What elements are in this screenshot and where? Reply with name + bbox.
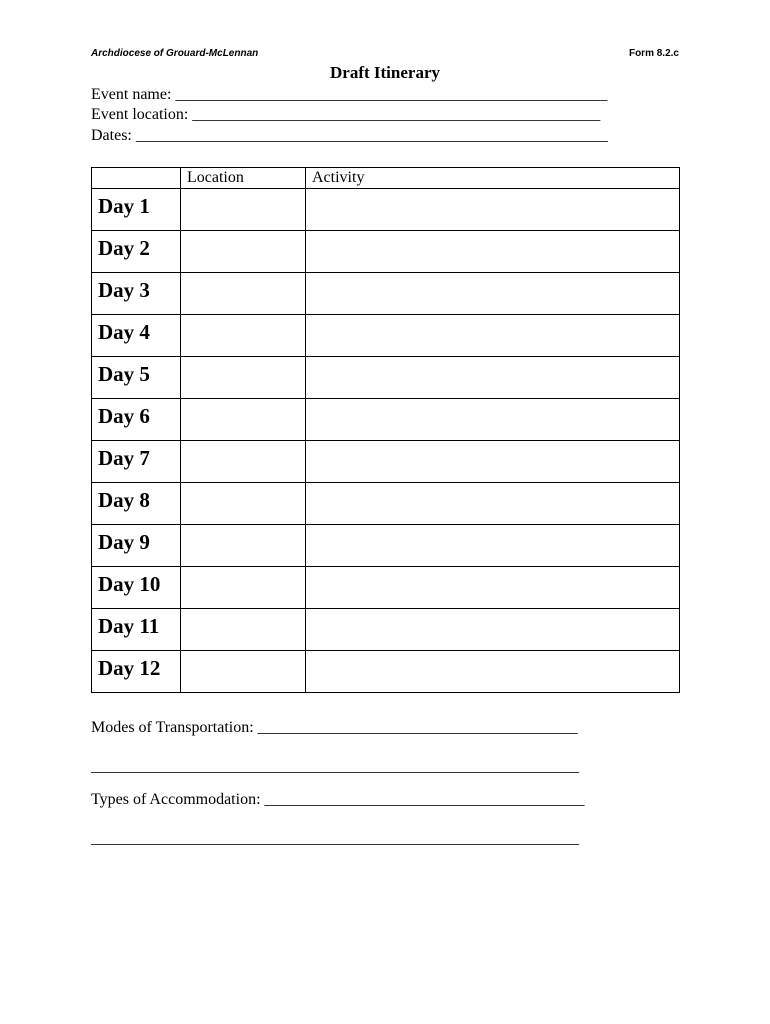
day-label: Day 4 bbox=[92, 315, 181, 357]
activity-cell[interactable] bbox=[306, 273, 680, 315]
table-row bbox=[92, 567, 680, 609]
day-label: Day 11 bbox=[92, 609, 181, 651]
activity-cell[interactable] bbox=[306, 525, 680, 567]
location-cell[interactable] bbox=[181, 273, 306, 315]
location-cell[interactable] bbox=[181, 483, 306, 525]
accommodation-field[interactable]: Types of Accommodation: ________________________________________ bbox=[91, 791, 585, 808]
activity-cell[interactable] bbox=[306, 651, 680, 693]
location-cell[interactable] bbox=[181, 525, 306, 567]
day-label: Day 7 bbox=[92, 441, 181, 483]
day-label: Day 9 bbox=[92, 525, 181, 567]
form-number: Form 8.2.c bbox=[628, 48, 679, 59]
activity-cell[interactable] bbox=[306, 315, 680, 357]
location-cell[interactable] bbox=[181, 609, 306, 651]
location-cell[interactable] bbox=[181, 315, 306, 357]
location-cell[interactable] bbox=[181, 399, 306, 441]
table-row bbox=[92, 525, 680, 567]
day-label: Day 10 bbox=[92, 567, 181, 609]
header-cell-location: Location bbox=[181, 168, 306, 189]
transportation-blank-line[interactable]: _____________________________________________________________ bbox=[91, 758, 579, 775]
page-header bbox=[91, 48, 679, 59]
page-title: Draft Itinerary bbox=[330, 63, 440, 82]
organization-name: Archdiocese of Grouard-McLennan bbox=[91, 48, 259, 59]
table-row bbox=[92, 609, 680, 651]
accommodation-blank-line[interactable]: _____________________________________________________________ bbox=[91, 830, 579, 847]
activity-cell[interactable] bbox=[306, 189, 680, 231]
activity-cell[interactable] bbox=[306, 357, 680, 399]
activity-cell[interactable] bbox=[306, 483, 680, 525]
transportation-field[interactable]: Modes of Transportation: ________________________________________ bbox=[91, 719, 578, 736]
table-row bbox=[92, 399, 680, 441]
table-row bbox=[92, 483, 680, 525]
table-header-row bbox=[92, 168, 680, 189]
activity-cell[interactable] bbox=[306, 231, 680, 273]
day-label: Day 6 bbox=[92, 399, 181, 441]
table-row bbox=[92, 441, 680, 483]
itinerary-table bbox=[91, 167, 680, 693]
dates-field[interactable]: Dates: ___________________________________________________________ bbox=[91, 127, 608, 144]
table-row bbox=[92, 231, 680, 273]
header-cell-blank bbox=[92, 168, 181, 189]
activity-cell[interactable] bbox=[306, 441, 680, 483]
activity-cell[interactable] bbox=[306, 609, 680, 651]
location-cell[interactable] bbox=[181, 651, 306, 693]
day-label: Day 3 bbox=[92, 273, 181, 315]
day-label: Day 5 bbox=[92, 357, 181, 399]
event-name-field[interactable]: Event name: ______________________________________________________ bbox=[91, 86, 608, 103]
event-location-field[interactable]: Event location: ___________________________________________________ bbox=[91, 106, 601, 123]
location-cell[interactable] bbox=[181, 231, 306, 273]
table-row bbox=[92, 357, 680, 399]
day-label: Day 2 bbox=[92, 231, 181, 273]
day-label: Day 1 bbox=[92, 189, 181, 231]
location-cell[interactable] bbox=[181, 357, 306, 399]
day-label: Day 8 bbox=[92, 483, 181, 525]
location-cell[interactable] bbox=[181, 189, 306, 231]
table-row bbox=[92, 189, 680, 231]
header-cell-activity: Activity bbox=[306, 168, 680, 189]
activity-cell[interactable] bbox=[306, 567, 680, 609]
activity-cell[interactable] bbox=[306, 399, 680, 441]
table-row bbox=[92, 315, 680, 357]
day-label: Day 12 bbox=[92, 651, 181, 693]
table-row bbox=[92, 273, 680, 315]
location-cell[interactable] bbox=[181, 441, 306, 483]
table-row bbox=[92, 651, 680, 693]
location-cell[interactable] bbox=[181, 567, 306, 609]
